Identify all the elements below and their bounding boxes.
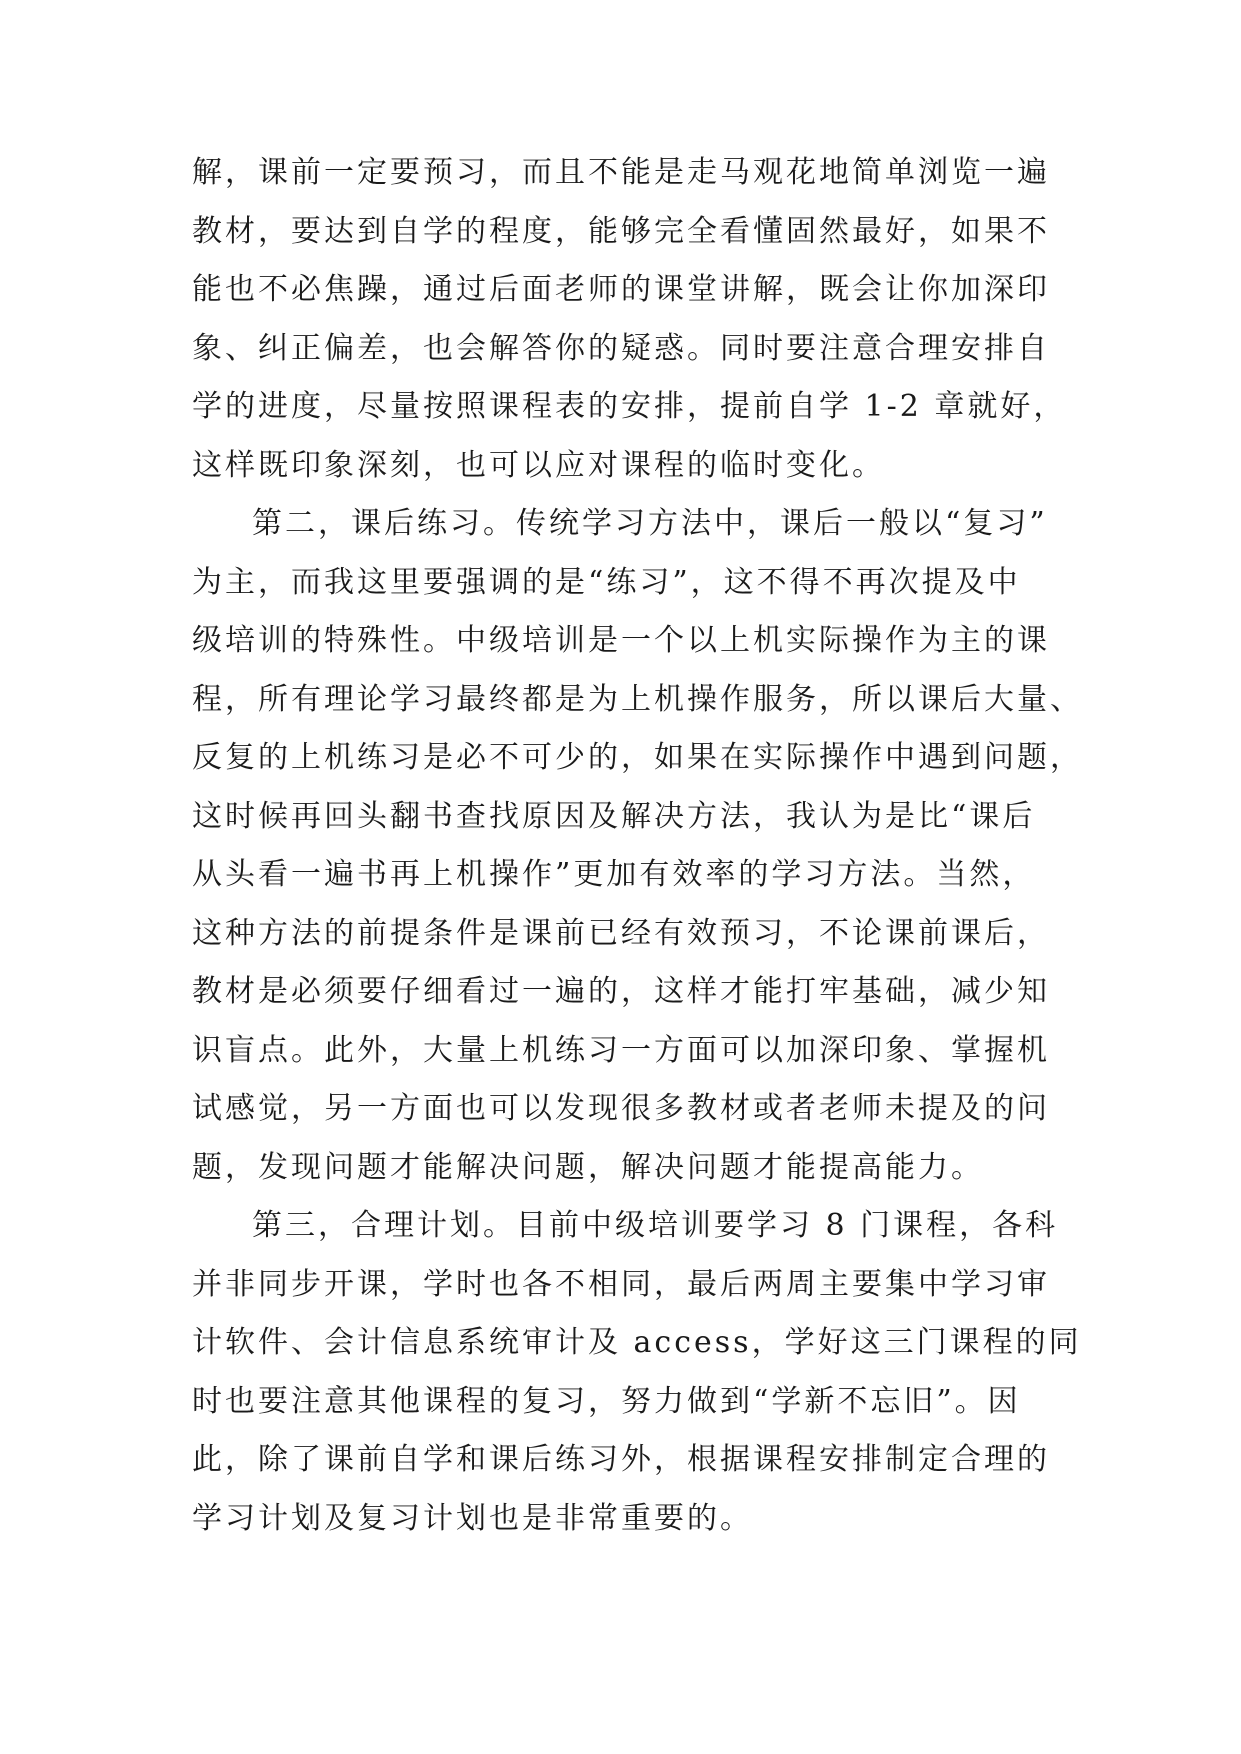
- text-line: 从头看一遍书再上机操作”更加有效率的学习方法。当然，: [192, 857, 1036, 892]
- text-line: 这种方法的前提条件是课前已经有效预习，不论课前课后，: [192, 916, 1050, 951]
- text-line: 级培训的特殊性。中级培训是一个以上机实际操作为主的课: [192, 623, 1050, 658]
- text-line: 时也要注意其他课程的复习，努力做到“学新不忘旧”。因: [192, 1384, 1021, 1419]
- text-line: 为主，而我这里要强调的是“练习”，这不得不再次提及中: [192, 565, 1021, 600]
- text-line: 能也不必焦躁，通过后面老师的课堂讲解，既会让你加深印: [192, 272, 1050, 307]
- text-line: 题，发现问题才能解决问题，解决问题才能提高能力。: [192, 1150, 984, 1185]
- text-line: 程，所有理论学习最终都是为上机操作服务，所以课后大量、: [192, 682, 1083, 717]
- text-line: 这时候再回头翻书查找原因及解决方法，我认为是比“课后: [192, 799, 1036, 834]
- text-line: 学的进度，尽量按照课程表的安排，提前自学 1-2 章就好，: [192, 389, 1067, 424]
- text-line: 试感觉，另一方面也可以发现很多教材或者老师未提及的问: [192, 1091, 1050, 1126]
- text-line: 并非同步开课，学时也各不相同，最后两周主要集中学习审: [192, 1267, 1050, 1302]
- text-line: 教材是必须要仔细看过一遍的，这样才能打牢基础，减少知: [192, 974, 1050, 1009]
- text-line: 教材，要达到自学的程度，能够完全看懂固然最好，如果不: [192, 214, 1050, 249]
- text-line: 反复的上机练习是必不可少的，如果在实际操作中遇到问题，: [192, 740, 1083, 775]
- text-line: 这样既印象深刻，也可以应对课程的临时变化。: [192, 448, 885, 483]
- text-line: 计软件、会计信息系统审计及 access，学好这三门课程的同: [192, 1325, 1082, 1360]
- text-line: 此，除了课前自学和课后练习外，根据课程安排制定合理的: [192, 1442, 1050, 1477]
- text-line: 识盲点。此外，大量上机练习一方面可以加深印象、掌握机: [192, 1033, 1050, 1068]
- text-line: 学习计划及复习计划也是非常重要的。: [192, 1501, 753, 1536]
- text-line: 第二，课后练习。传统学习方法中，课后一般以“复习”: [252, 506, 1048, 541]
- text-line: 象、纠正偏差，也会解答你的疑惑。同时要注意合理安排自: [192, 331, 1050, 366]
- text-line: 第三，合理计划。目前中级培训要学习 8 门课程，各科: [252, 1208, 1059, 1243]
- text-line: 解，课前一定要预习，而且不能是走马观花地简单浏览一遍: [192, 155, 1050, 190]
